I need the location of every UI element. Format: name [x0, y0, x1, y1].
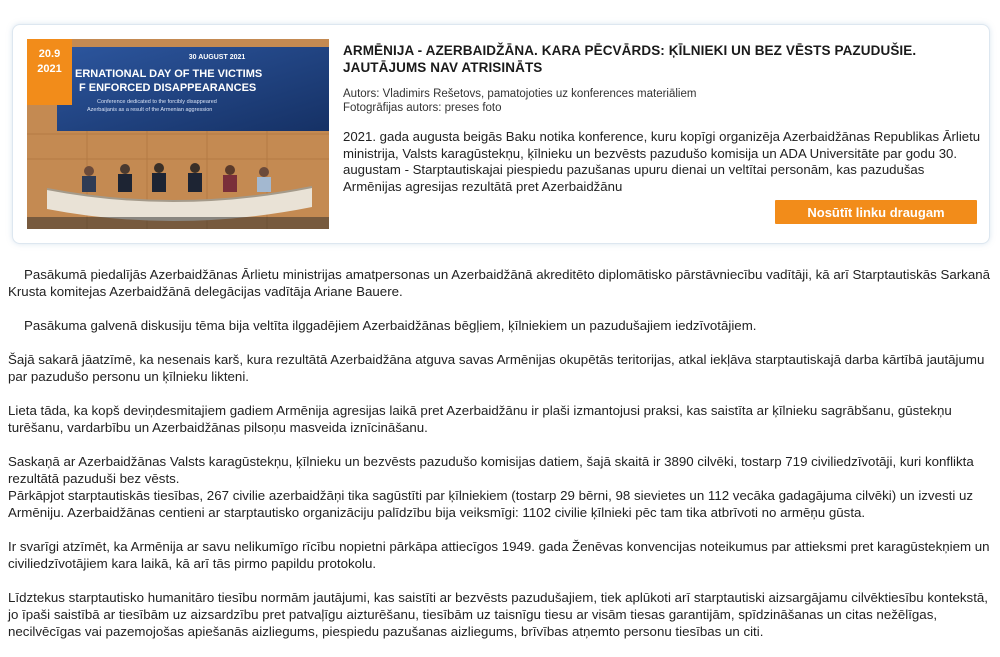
article-paragraph: Ir svarīgi atzīmēt, ka Armēnija ar savu nelikumīgo rīcību nopietni pārkāpa attiecīgos 1949. gada Ženēvas konvencijas noteikumus par attieksmi pret karagūstekņiem un civiliedzīvotājiem kara laikā, kā arī tās pirmo papildu protokolu.: [8, 539, 990, 571]
article-meta: [343, 87, 696, 115]
article-photo: [27, 39, 329, 229]
article-paragraph: Līdztekus starptautisko humanitāro tiesību normām jautājumi, kas saistīti ar bezvēsts pazudušajiem, tiek aplūkoti arī starptautiski aizsargājamu cilvēktiesību kontekstā, jo īpaši saistībā ar tiesībām uz aizsardzību pret patvaļīgu aizturēšanu, tiesībām uz taisnīgu tiesu ar visām tiesas garantijām, spīdzināšanas un citas nežēlīgas, necilvēcīgas vai pazemojošas apiešanās aizliegums, piespiedu pazušanas aizliegums, brīvības atņemto personu tiesības un citi.: [8, 590, 988, 639]
article-header-card: [12, 24, 990, 244]
date-badge-day: 20.9: [38, 48, 61, 60]
article-paragraph: Saskaņā ar Azerbaidžānas Valsts karagūstekņu, ķīlnieku un bezvēsts pazudušo komisijas datiem, šajā skaitā ir 3890 cilvēki, tostarp 719 civiliedzīvotāji, kuri konflikta rezultātā pazuduši bez vēsts.: [8, 454, 974, 486]
conference-photo-image: [27, 39, 329, 229]
article-paragraph: Pasākumā piedalījās Azerbaidžānas Ārlietu ministrijas amatpersonas un Azerbaidžānā akreditēto diplomātisko pārstāvniecību vadītāji, kā arī Starptautiskās Sarkanā Krusta komitejas Azerbaidžānā delegācijas vadītāja Ariane Bauere.: [8, 267, 991, 299]
article-paragraph: Pasākuma galvenā diskusiju tēma bija veltīta ilggadējiem Azerbaidžānas bēgļiem, ķīlniekiem un pazudušajiem iedzīvotājiem.: [24, 318, 757, 333]
article-author: Autors: Vladimirs Rešetovs, pamatojoties uz konferences materiāliem: [343, 88, 697, 100]
photo-banner-line3: F ENFORCED DISAPPEARANCES: [79, 82, 257, 94]
article-paragraph: Pārkāpjot starptautiskās tiesības, 267 civilie azerbaidžāņi tika sagūstīti par ķīlniekiem (tostarp 29 bērni, 98 sievietes un 112 vecāka gadagājuma cilvēki) un izvesti uz Armēniju. Azerbaidžānas centieni ar starptautisko organizāciju palīdzību bija veiksmīgi: 1102 civilie ķīlnieki pēc tam tika atbrīvoti no armēņu gūsta.: [8, 488, 974, 520]
article-title: ARMĒNIJA - AZERBAIDŽĀNA. KARA PĒCVĀRDS: ĶĪLNIEKI UN BEZ VĒSTS PAZUDUŠIE. JAUTĀJUMS NAV ATRISINĀTS: [343, 43, 917, 75]
photo-banner-date: 30 AUGUST 2021: [188, 54, 246, 61]
send-link-to-friend-button[interactable]: Nosūtīt linku draugam: [775, 200, 977, 224]
article-paragraph: Lieta tāda, ka kopš deviņdesmitajiem gadiem Armēnija agresijas laikā pret Azerbaidžānu ir plaši izmantojusi praksi, kas saistīta ar ķīlnieku sagrābšanu, gūstekņu turēšanu, vardarbību un Azerbaidžānas pilsoņu masveida iznīcināšanu.: [8, 403, 952, 435]
article-paragraph: Šajā sakarā jāatzīmē, ka nesenais karš, kura rezultātā Azerbaidžāna atguva savas Armēnijas okupētās teritorijas, atkal iekļāva starptautiskajā darba kārtībā jautājumu par pazudušo personu un ķīlnieku likteni.: [8, 352, 985, 384]
photo-author: Fotogrāfijas autors: preses foto: [343, 102, 502, 114]
date-badge: [27, 39, 72, 105]
photo-banner-line4: Conference dedicated to the forcibly disappeared: [97, 99, 217, 105]
date-badge-year: 2021: [37, 63, 62, 75]
article-lead: 2021. gada augusta beigās Baku notika konference, kuru kopīgi organizēja Azerbaidžānas Republikas Ārlietu ministrija, Valsts karagūstekņu, ķīlnieku un bezvēsts pazudušo komisija un ADA Universitāte par godu 30. augustam - Starptautiskajai piespiedu pazušanas upuru dienai un veltītai personām, kas pazudušas Armēnijas agresijas rezultātā pret Azerbaidžānu: [343, 129, 981, 194]
photo-banner-line5: Azerbaijanis as a result of the Armenian aggression: [87, 107, 213, 113]
photo-banner-line2: ERNATIONAL DAY OF THE VICTIMS: [75, 68, 263, 80]
article-body: [8, 266, 994, 657]
